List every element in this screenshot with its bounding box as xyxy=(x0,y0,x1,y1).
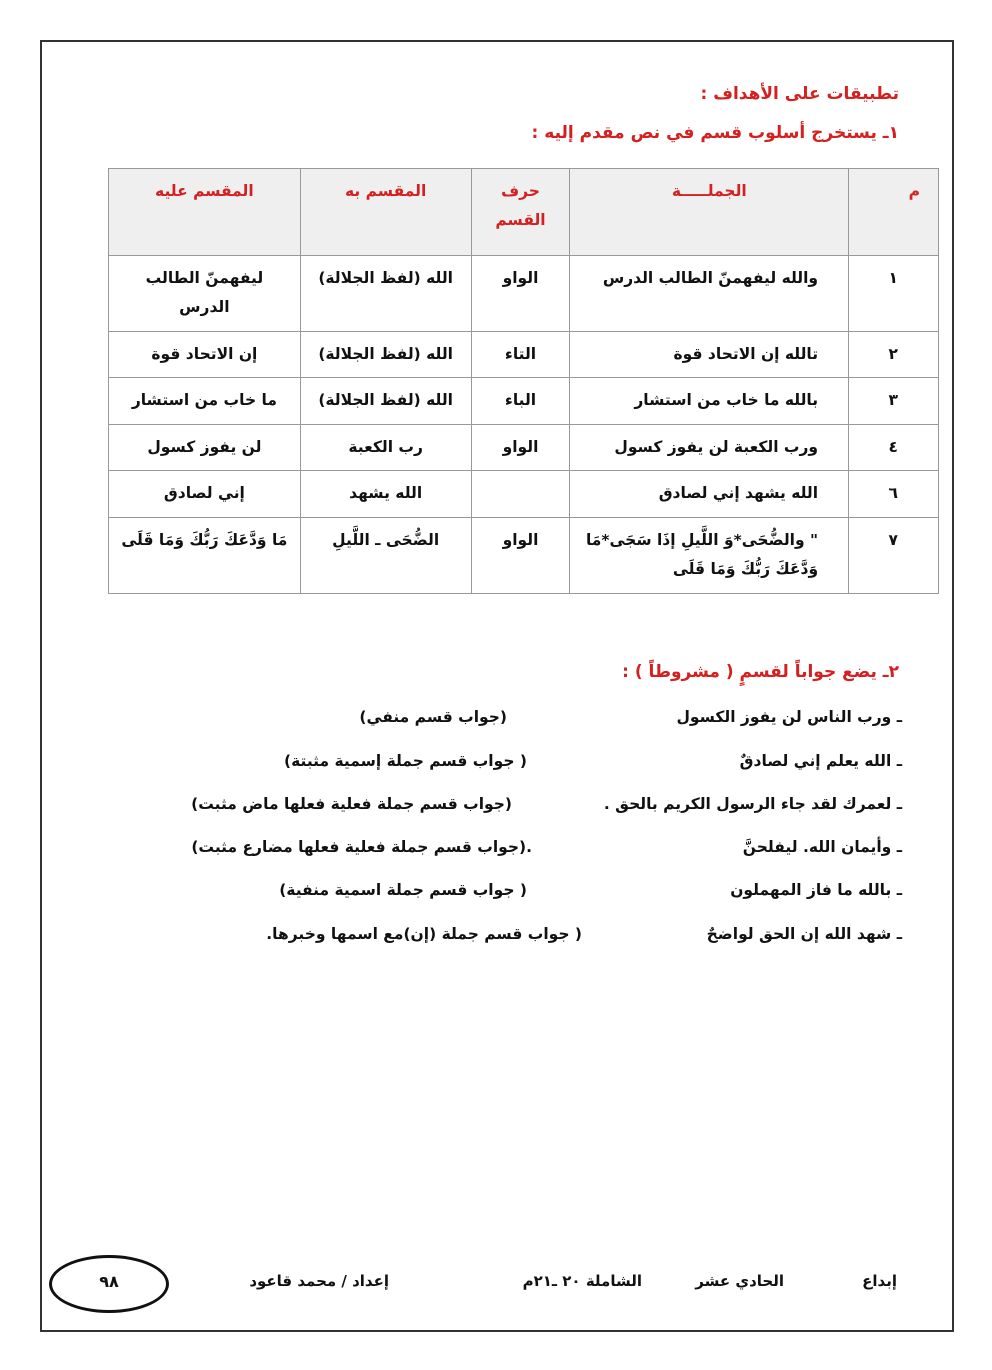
cell-sworn-on: لن يفوز كسول xyxy=(109,424,301,470)
table-row xyxy=(109,424,939,470)
exercise-sentence: ـ ورب الناس لن يفوز الكسول xyxy=(676,708,902,726)
table-row xyxy=(109,331,939,377)
exercise-line xyxy=(142,752,902,782)
exercise-line xyxy=(142,708,902,738)
footer-author: إعداد / محمد قاعود xyxy=(249,1272,389,1290)
header-num: م xyxy=(849,169,939,256)
cell-particle: الواو xyxy=(471,256,570,332)
oath-table xyxy=(108,168,939,594)
cell-num: ١ xyxy=(849,256,939,332)
exercise-sentence: ـ لعمرك لقد جاء الرسول الكريم بالحق . xyxy=(603,795,902,813)
exercise-hint: .(جواب قسم جملة فعلية فعلها مضارع مثبت) xyxy=(191,838,532,856)
exercise-sentence: ـ وأيمان الله. ليفلحنَّ xyxy=(742,838,902,856)
cell-particle: الواو xyxy=(471,517,570,593)
cell-particle: الواو xyxy=(471,424,570,470)
question-2-heading: ٢ـ يضع جواباً لقسمٍ ( مشروطاً ) : xyxy=(622,662,899,682)
cell-sworn-by: الله (لفظ الجلالة) xyxy=(300,331,471,377)
table-row xyxy=(109,517,939,593)
header-sentence: الجملـــــة xyxy=(570,169,849,256)
cell-num: ٣ xyxy=(849,378,939,424)
cell-num: ٦ xyxy=(849,471,939,517)
page-number-ellipse xyxy=(49,1255,169,1313)
exercise-hint: ( جواب قسم جملة اسمية منفية) xyxy=(279,881,527,899)
cell-num: ٤ xyxy=(849,424,939,470)
table-row xyxy=(109,471,939,517)
cell-num: ٧ xyxy=(849,517,939,593)
cell-sworn-on: ما خاب من استشار xyxy=(109,378,301,424)
cell-particle: الباء xyxy=(471,378,570,424)
cell-sentence: تالله إن الاتحاد قوة xyxy=(570,331,849,377)
header-particle: حرف القسم xyxy=(471,169,570,256)
header-sworn-by: المقسم به xyxy=(300,169,471,256)
page-number: ٩٨ xyxy=(99,1272,119,1291)
cell-sworn-on: إن الاتحاد قوة xyxy=(109,331,301,377)
exercise-hint: ( جواب قسم جملة إسمية مثبتة) xyxy=(284,752,527,770)
footer-grade: الحادي عشر xyxy=(695,1272,784,1290)
header-sworn-on: المقسم عليه xyxy=(109,169,301,256)
footer-program: الشاملة ٢٠ ـ٢١م xyxy=(522,1272,642,1290)
cell-sentence: بالله ما خاب من استشار xyxy=(570,378,849,424)
table-row xyxy=(109,378,939,424)
cell-num: ٢ xyxy=(849,331,939,377)
exercise-hint: (جواب قسم منفي) xyxy=(359,708,507,726)
cell-sworn-by: الله يشهد xyxy=(300,471,471,517)
exercise-sentence: ـ الله يعلم إني لصادقٌ xyxy=(739,752,902,770)
applications-heading: تطبيقات على الأهداف : xyxy=(700,84,899,104)
cell-sentence: الله يشهد إني لصادق xyxy=(570,471,849,517)
table-header-row xyxy=(109,169,939,256)
exercise-line xyxy=(142,881,902,911)
cell-sworn-by: الله (لفظ الجلالة) xyxy=(300,378,471,424)
cell-sworn-on: ليفهمنّ الطالب الدرس xyxy=(109,256,301,332)
footer-ibdaa: إبداع xyxy=(862,1272,897,1290)
exercise-hint: (جواب قسم جملة فعلية فعلها ماض مثبت) xyxy=(191,795,512,813)
table-row xyxy=(109,256,939,332)
cell-sworn-by: الضُّحَى ـ اللَّيلِ xyxy=(300,517,471,593)
cell-sworn-by: رب الكعبة xyxy=(300,424,471,470)
cell-particle xyxy=(471,471,570,517)
cell-sworn-by: الله (لفظ الجلالة) xyxy=(300,256,471,332)
cell-sentence: " والضُّحَى*وَ اللَّيلِ إذَا سَجَى*مَا وَدَّعَكَ رَبُّكَ وَمَا قَلَى xyxy=(570,517,849,593)
exercise-sentence: ـ شهد الله إن الحق لواضحٌ xyxy=(706,925,902,943)
exercise-line xyxy=(142,795,902,825)
exercise-sentence: ـ بالله ما فاز المهملون xyxy=(730,881,902,899)
cell-sentence: ورب الكعبة لن يفوز كسول xyxy=(570,424,849,470)
exercise-line xyxy=(142,925,902,955)
exercise-hint: ( جواب قسم جملة (إن)مع اسمها وخبرها. xyxy=(266,925,582,943)
cell-sworn-on: مَا وَدَّعَكَ رَبُّكَ وَمَا قَلَى xyxy=(109,517,301,593)
cell-sentence: والله ليفهمنّ الطالب الدرس xyxy=(570,256,849,332)
question-1-heading: ١ـ يستخرج أسلوب قسم في نص مقدم إليه : xyxy=(531,123,899,143)
exercise-line xyxy=(142,838,902,868)
cell-particle: التاء xyxy=(471,331,570,377)
cell-sworn-on: إني لصادق xyxy=(109,471,301,517)
